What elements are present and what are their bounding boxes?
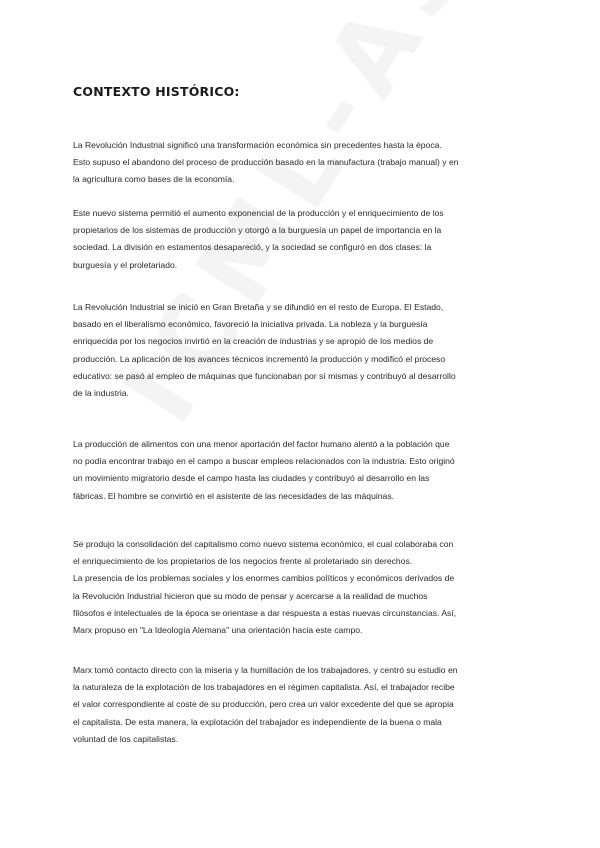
paragraph-line: enriquecida por los negocios invirtió en la creación de industrias y se apropió de los medios de [73,336,434,347]
paragraph-line: voluntad de los capitalistas. [73,733,179,744]
paragraph-line: de la industria. [73,388,129,399]
paragraph-line: Marx propuso en "La Ideología Alemana" una orientación hacia este campo. [73,625,363,636]
paragraph-line: Este nuevo sistema permitió el aumento exponencial de la producción y el enriquecimiento de los [73,208,444,218]
paragraph-6 [73,662,531,748]
paragraph-1 [73,137,531,189]
paragraph-line: Marx tomó contacto directo con la miseria y la humillación de los trabajadores, y centró su estudio en [73,665,458,675]
paragraph-line: no podía encontrar trabajo en el campo a buscar empleos relacionados con la industria. Esto originó [73,456,455,467]
paragraph-line: La producción de alimentos con una menor aportación del factor humano alentó a la población que [73,439,450,449]
paragraph-line: La Revolución Industrial se inició en Gran Bretaña y se difundió en el resto de Europa. El Estado, [73,302,444,312]
paragraph-line: el valor correspondiente al coste de su producción, pero crea un valor excedente del que se apropia [73,699,454,710]
paragraph-5 [73,536,531,639]
paragraph-3 [73,299,531,402]
paragraph-line: la Revolución Industrial hicieron que su modo de pensar y acercarse a la realidad de muchos [73,590,428,601]
paragraph-line: Se produjo la consolidación del capitalismo como nuevo sistema económico, el cual colaboraba con [73,539,454,549]
paragraph-line: sociedad. La división en estamentos desapareció, y la sociedad se configuró en dos clases: la [73,242,432,253]
paragraph-line: educativo: se pasó al empleo de máquinas que funcionaban por sí mismas y contribuyó al desarrollo [73,370,456,381]
paragraph-line: burguesía y el proletariado. [73,259,178,270]
paragraph-line: basado en el liberalismo económico, favoreció la iniciativa privada. La nobleza y la burguesía [73,319,428,330]
paragraph-line: la agricultura como bases de la economía. [73,174,235,185]
paragraph-line: el enriquecimiento de los propietarios de los negocios frente al proletariado sin derechos. [73,556,413,567]
paragraph-2 [73,205,531,274]
paragraph-4 [73,436,531,505]
paragraph-line: el capitalista. De esta manera, la explotación del trabajador es independiente de la buena o mala [73,716,442,727]
paragraph-line: propietarios de los sistemas de producción y otorgó a la burguesía un papel de importancia en la [73,225,442,236]
paragraph-line: La Revolución Industrial significó una transformación económica sin precedentes hasta la época. [73,140,442,150]
paragraph-line: fábricas. El hombre se convirtió en el asistente de las necesidades de las máquinas. [73,490,395,501]
paragraph-line: la naturaleza de la explotación de los trabajadores en el régimen capitalista. Así, el trabajador recibe [73,682,455,693]
page-title: CONTEXTO HISTÓRICO: [73,84,240,99]
paragraph-line: un movimiento migratorio desde el campo hasta las ciudades y contribuyó al desarrollo en las [73,473,430,484]
paragraph-line: La presencia de los problemas sociales y los enormes cambios políticos y económicos derivados de [73,573,455,584]
paragraph-line: Esto supuso el abandono del proceso de producción basado en la manufactura (trabajo manual) y en [73,157,459,168]
paragraph-line: producción. La aplicación de los avances técnicos incrementó la producción y modificó el proceso [73,353,446,364]
paragraph-line: filósofos e intelectuales de la época se orientase a dar respuesta a estas nuevas circunstancias. Así, [73,607,457,618]
